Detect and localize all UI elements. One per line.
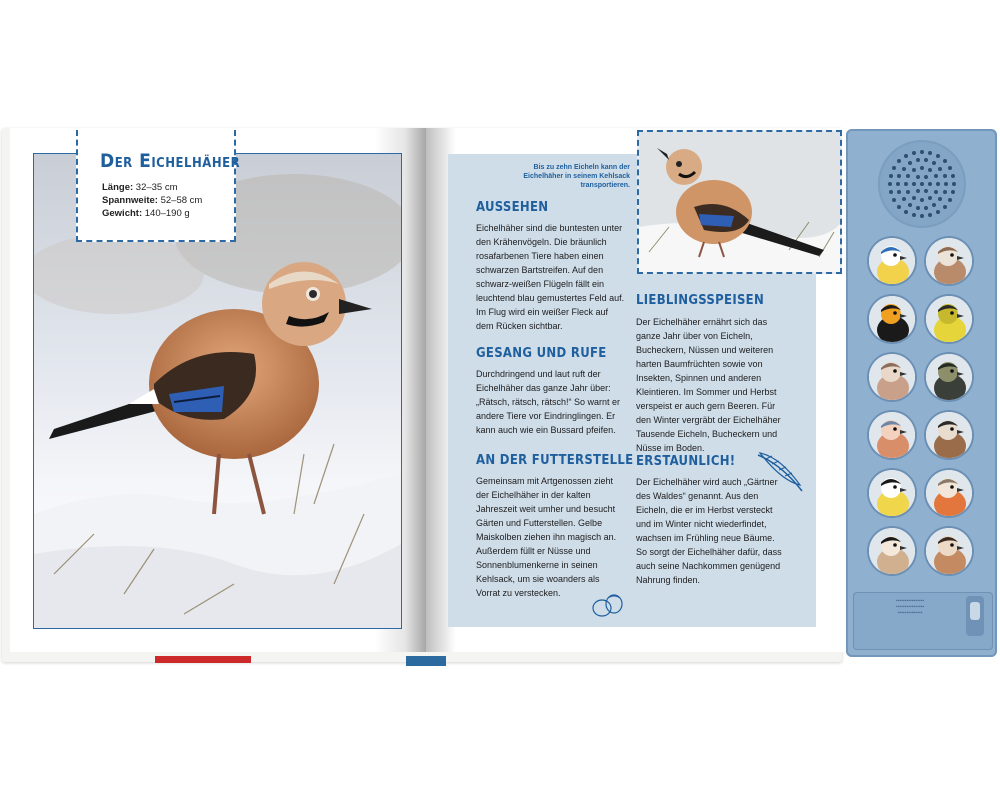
bookmark-red (155, 656, 251, 663)
sound-button-house-sparrow-female[interactable] (926, 238, 972, 284)
bird-portrait-icon (926, 528, 972, 574)
speaker-hole (902, 197, 906, 201)
jay-small-photo-illustration (639, 132, 840, 272)
fact-list (102, 181, 202, 220)
speaker-hole (952, 182, 956, 186)
speaker-hole (892, 166, 896, 170)
speaker-hole (938, 197, 942, 201)
fact-wingspan: Spannweite: 52–58 cm (102, 195, 203, 206)
speaker-hole (920, 198, 924, 202)
text-gesang: Durchdringend und laut ruft der Eichelhäher das ganze Jahr über: „Rätsch, rätsch, rätsch!“ So warnt er andere Tiere vor Eindringlingen. Er kann auch wie ein Bussard pfeifen. (476, 369, 621, 435)
speaker-hole (943, 205, 947, 209)
speaker-hole (904, 154, 908, 158)
speaker-hole (936, 210, 940, 214)
speaker-hole (951, 190, 955, 194)
speaker-hole (944, 182, 948, 186)
bird-portrait-icon (926, 470, 972, 516)
speaker-hole (906, 190, 910, 194)
speaker-hole (928, 196, 932, 200)
text-aussehen: Eichelhäher sind die buntesten unter den Krähenvögeln. Die bräunlich rosafarbenen Tiere haben einen schwarzen Bartstreifen. Auf den schwarz-weißen Flügeln fällt ein leuchtend blau gemustertes Feld auf. Im Flug wird ein weißer Fleck auf dem Rücken sichtbar. (476, 223, 625, 331)
speaker-hole (888, 182, 892, 186)
speaker-hole (924, 175, 928, 179)
bird-portrait-icon (926, 238, 972, 284)
sound-button-chaffinch[interactable] (869, 412, 915, 458)
power-switch-knob[interactable] (970, 602, 980, 620)
speaker-hole (889, 174, 893, 178)
speaker-hole (943, 174, 947, 178)
bird-portrait-icon (869, 528, 915, 574)
speaker-hole (951, 174, 955, 178)
speaker-hole (897, 159, 901, 163)
bird-portrait-icon (926, 354, 972, 400)
speaker-hole (924, 189, 928, 193)
speaker-hole (928, 151, 932, 155)
heading-aussehen: AUSSEHEN (476, 200, 549, 215)
speaker-hole (912, 168, 916, 172)
speaker-hole (928, 213, 932, 217)
speaker-hole (902, 167, 906, 171)
corn-cob-icon (752, 445, 808, 497)
fact-weight: Gewicht: 140–190 g (102, 208, 190, 219)
module-fine-print: ▪▪▪▪▪▪▪▪▪▪▪▪▪▪▪▪ ▪▪▪▪▪▪▪▪▪▪▪▪▪▪▪▪ ▪▪▪▪▪▪▪▪▪▪▪▪▪▪ (895, 598, 925, 616)
speaker-hole (920, 150, 924, 154)
jay-small-photo (637, 130, 842, 274)
speaker-hole (928, 168, 932, 172)
speaker-hole (916, 158, 920, 162)
speaker-hole (912, 151, 916, 155)
speaker-hole (948, 166, 952, 170)
bird-portrait-icon (926, 412, 972, 458)
speaker-hole (892, 198, 896, 202)
speaker-grille (878, 140, 966, 228)
bookmark-blue (406, 656, 446, 666)
speaker-hole (936, 182, 940, 186)
speaker-hole (908, 161, 912, 165)
speaker-hole (912, 196, 916, 200)
speaker-hole (906, 174, 910, 178)
speaker-hole (936, 154, 940, 158)
speaker-hole (904, 210, 908, 214)
speaker-hole (908, 203, 912, 207)
sound-button-blue-tit[interactable] (869, 238, 915, 284)
speaker-hole (934, 190, 938, 194)
speaker-hole (938, 167, 942, 171)
speaker-hole (934, 174, 938, 178)
sound-button-robin[interactable] (926, 470, 972, 516)
heading-lieblingsspeisen: LIEBLINGSSPEISEN (636, 293, 765, 308)
speaker-hole (928, 182, 932, 186)
heading-gesang: GESANG UND RUFE (476, 346, 607, 361)
speaker-hole (897, 174, 901, 178)
bird-portrait-icon (869, 238, 915, 284)
speaker-hole (897, 190, 901, 194)
speaker-hole (916, 189, 920, 193)
sound-button-jay[interactable] (926, 528, 972, 574)
speaker-hole (920, 214, 924, 218)
hazelnut-icon (590, 590, 626, 622)
speaker-hole (920, 182, 924, 186)
text-futterstelle: Gemeinsam mit Artgenossen zieht der Eichelhäher in der kalten Jahreszeit weit umher und besucht Gärten und Futterstellen. Gelbe Maiskolben ziehen ihn magisch an. Außerdem füllt er Nüsse und Sonnenblumenkerne in seinen Kehlsack, um sie woanders als Vorrat zu verstecken. (476, 476, 617, 598)
sound-button-chaffinch-female[interactable] (869, 354, 915, 400)
speaker-hole (897, 205, 901, 209)
speaker-hole (896, 182, 900, 186)
speaker-hole (924, 158, 928, 162)
speaker-hole (924, 206, 928, 210)
fact-length: Länge: 32–35 cm (102, 182, 178, 193)
speaker-hole (916, 175, 920, 179)
text-lieblingsspeisen: Der Eichelhäher ernährt sich das ganze Jahr über von Eicheln, Bucheckern, Nüssen und weiteren harten Baumfrüchten sowie von Insekten, Spinnen und anderen Kleintieren. Im Sommer und Herbst verspeist er auch gern Beeren. Für den Winter vergräbt der Eichelhäher Tausende Eicheln, Bucheckern und Nüsse im Boden. (636, 317, 781, 453)
page-title: Der Eichelhäher (100, 150, 241, 172)
speaker-hole (943, 190, 947, 194)
photo-caption: Bis zu zehn Eicheln kann der Eichelhäher in seinem Kehlsack transportieren. (523, 164, 630, 189)
bird-portrait-icon (869, 470, 915, 516)
text-erstaunlich: Der Eichelhäher wird auch „Gärtner des Waldes“ genannt. Aus den Eicheln, die er im Herbst versteckt und im Winter nicht wiederfindet, wachsen im Frühling neue Bäume. So sorgt der Eichelhäher dafür, dass auch seine Nachkommen genügend Nahrung finden. (636, 477, 782, 585)
speaker-hole (932, 203, 936, 207)
bird-portrait-icon (926, 296, 972, 342)
heading-erstaunlich: ERSTAUNLICH! (636, 454, 736, 469)
sound-button-siskin[interactable] (926, 296, 972, 342)
speaker-hole (912, 182, 916, 186)
sound-button-great-tit[interactable] (869, 470, 915, 516)
sound-button-bullfinch[interactable] (869, 528, 915, 574)
speaker-hole (948, 198, 952, 202)
speaker-hole (889, 190, 893, 194)
speaker-hole (920, 166, 924, 170)
sound-button-starling[interactable] (926, 354, 972, 400)
bird-portrait-icon (869, 412, 915, 458)
sound-button-blackbird[interactable] (869, 296, 915, 342)
speaker-hole (904, 182, 908, 186)
bird-portrait-icon (869, 296, 915, 342)
sound-button-tree-sparrow[interactable] (926, 412, 972, 458)
speaker-hole (916, 206, 920, 210)
speaker-hole (932, 161, 936, 165)
bird-portrait-icon (869, 354, 915, 400)
heading-futterstelle: AN DER FUTTERSTELLE (476, 453, 634, 468)
speaker-hole (943, 159, 947, 163)
speaker-hole (912, 213, 916, 217)
